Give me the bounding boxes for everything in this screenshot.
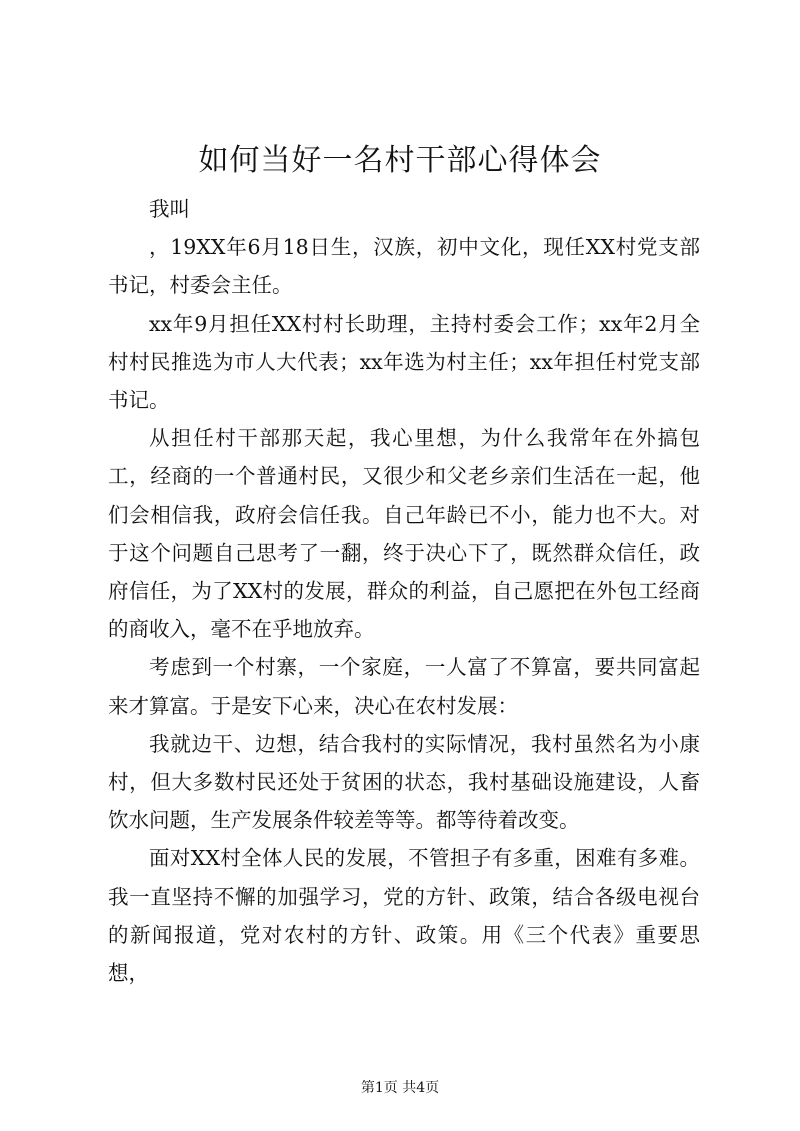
page-number: 第1页 共4页	[360, 1080, 440, 1096]
paragraph-career: xx年9月担任XX村村长助理，主持村委会工作；xx年2月全村村民推选为市人大代表；xx年选为村主任；xx年担任村党支部书记。	[108, 311, 700, 413]
paragraph-decision: 从担任村干部那天起，我心里想，为什么我常年在外搞包工，经商的一个普通村民，又很少和父老乡亲们生活在一起，他们会相信我，政府会信任我。自己年龄已不小，能力也不大。对于这个问题自己思考了一翻，终于决心下了，既然群众信任，政府信任，为了XX村的发展，群众的利益，自己愿把在外包工经商的商收入，毫不在乎地放弃。	[108, 426, 700, 642]
paragraph-common-wealth: 考虑到一个村寨，一个家庭，一人富了不算富，要共同富起来才算富。于是安下心来，决心在农村发展：	[108, 655, 700, 718]
document-body	[108, 190, 700, 992]
paragraph-learning: 面对XX村全体人民的发展，不管担子有多重，困难有多难。我一直坚持不懈的加强学习，党的方针、政策，结合各级电视台的新闻报道，党对农村的方针、政策。用《三个代表》重要思想，	[108, 846, 700, 986]
document-title: 如何当好一名村干部心得体会	[198, 143, 602, 178]
paragraph-intro: 我叫	[149, 197, 190, 221]
paragraph-village-situation: 我就边干、边想，结合我村的实际情况，我村虽然名为小康村，但大多数村民还处于贫困的状态，我村基础设施建设，人畜饮水问题，生产发展条件较差等等。都等待着改变。	[108, 731, 700, 833]
paragraph-birth-info: ，19XX年6月18日生，汉族，初中文化，现任XX村党支部书记，村委会主任。	[108, 235, 700, 298]
